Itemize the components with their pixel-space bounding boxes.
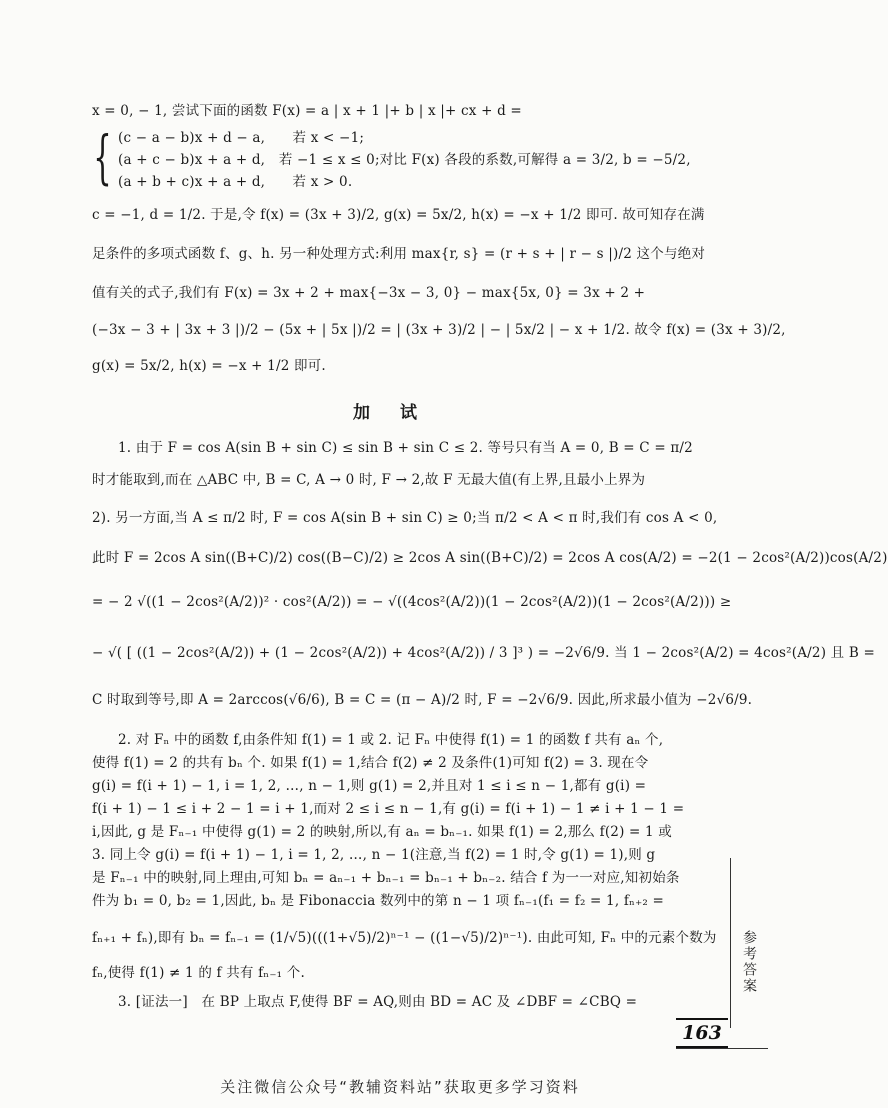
problem-2-line: 件为 b₁ = 0, b₂ = 1,因此, bₙ 是 Fibonaccia 数列中的第 n − 1 项 fₙ₋₁(f₁ = f₂ = 1, fₙ₊₂ =: [92, 893, 665, 909]
text-line: 足条件的多项式函数 f、g、h. 另一种处理方式:利用 max{r, s} = (r + s + | r − s |)/2 这个与绝对: [92, 246, 706, 262]
problem-2-line: g(i) = f(i + 1) − 1, i = 1, 2, …, n − 1,则 g(1) = 2,并且对 1 ≤ i ≤ n − 1,都有 g(i) =: [92, 778, 647, 794]
text-line: 值有关的式子,我们有 F(x) = 3x + 2 + max{−3x − 3, 0} − max{5x, 0} = 3x + 2 +: [92, 285, 646, 301]
piecewise-case: (a + b + c)x + a + d, 若 x > 0.: [118, 174, 353, 190]
text-line: x = 0, − 1, 尝试下面的函数 F(x) = a | x + 1 |+ b | x |+ cx + d =: [92, 103, 522, 119]
problem-1-line: C 时取到等号,即 A = 2arccos(√6/6), B = C = (π − A)/2 时, F = −2√6/9. 因此,所求最小值为 −2√6/9.: [92, 692, 753, 708]
piecewise-case: (c − a − b)x + d − a, 若 x < −1;: [118, 130, 365, 146]
problem-1-line: = − 2 √((1 − 2cos²(A/2))² · cos²(A/2)) = − √((4cos²(A/2))(1 − 2cos²(A/2))(1 − 2cos²(A/2))) ≥: [92, 594, 732, 610]
text-line: (−3x − 3 + | 3x + 3 |)/2 − (5x + | 5x |)/2 = | (3x + 3)/2 | − | 5x/2 | − x + 1/2. 故令 f(x) = (3x + 3)/2,: [92, 322, 786, 338]
problem-2-line: i,因此, g 是 Fₙ₋₁ 中使得 g(1) = 2 的映射,所以,有 aₙ = bₙ₋₁. 如果 f(1) = 2,那么 f(2) = 1 或: [92, 824, 673, 840]
problem-2-line: fₙ₊₁ + fₙ),即有 bₙ = fₙ₋₁ = (1/√5)(((1+√5)/2)ⁿ⁻¹ − ((1−√5)/2)ⁿ⁻¹). 由此可知, Fₙ 中的元素个数为: [92, 930, 717, 946]
section-heading: 加试: [353, 403, 447, 423]
problem-1-line: 此时 F = 2cos A sin((B+C)/2) cos((B−C)/2) ≥ 2cos A sin((B+C)/2) = 2cos A cos(A/2) = −2(1 − 2cos²(A/2))cos(A/2): [92, 550, 888, 566]
problem-1-line: 时才能取到,而在 △ABC 中, B = C, A → 0 时, F → 2,故 F 无最大值(有上界,且最小上界为: [92, 472, 646, 488]
problem-2-line: f(i + 1) − 1 ≤ i + 2 − 1 = i + 1,而对 2 ≤ i ≤ n − 1,有 g(i) = f(i + 1) − 1 ≠ i + 1 − 1 =: [92, 801, 685, 817]
problem-2-line: 是 Fₙ₋₁ 中的映射,同上理由,可知 bₙ = aₙ₋₁ + bₙ₋₁ = bₙ₋₁ + bₙ₋₂. 结合 f 为一一对应,知初始条: [92, 870, 680, 886]
problem-1-line: − √( [ ((1 − 2cos²(A/2)) + (1 − 2cos²(A/2)) + 4cos²(A/2)) / 3 ]³ ) = −2√6/9. 当 1 − 2cos²(A/2) = 4cos²(A/2) 且 B =: [92, 645, 875, 661]
page-number: 163: [676, 1018, 728, 1048]
problem-2-line: 使得 f(1) = 2 的共有 bₙ 个. 如果 f(1) = 1,结合 f(2) ≠ 2 及条件(1)可知 f(2) = 3. 现在令: [92, 755, 649, 771]
problem-2-line: fₙ,使得 f(1) ≠ 1 的 f 共有 fₙ₋₁ 个.: [92, 965, 305, 981]
problem-1-line: 1. 由于 F = cos A(sin B + sin C) ≤ sin B + sin C ≤ 2. 等号只有当 A = 0, B = C = π/2: [118, 440, 693, 456]
problem-3-line: 3. [证法一] 在 BP 上取点 F,使得 BF = AQ,则由 BD = AC 及 ∠DBF = ∠CBQ =: [118, 994, 638, 1010]
text-line: g(x) = 5x/2, h(x) = −x + 1/2 即可.: [92, 358, 326, 374]
footer-watermark: 关注微信公众号“教辅资料站”获取更多学习资料: [220, 1078, 580, 1096]
piecewise-brace: {: [93, 123, 112, 191]
problem-2-line: 2. 对 Fₙ 中的函数 f,由条件知 f(1) = 1 或 2. 记 Fₙ 中使得 f(1) = 1 的函数 f 共有 aₙ 个,: [118, 732, 664, 748]
text-line: c = −1, d = 1/2. 于是,令 f(x) = (3x + 3)/2, g(x) = 5x/2, h(x) = −x + 1/2 即可. 故可知存在满: [92, 207, 705, 223]
sidebar-label: 参考答案: [741, 930, 757, 994]
page-number-rule: [676, 1048, 768, 1049]
problem-2-line: 3. 同上令 g(i) = f(i + 1) − 1, i = 1, 2, …, n − 1(注意,当 f(2) = 1 时,令 g(1) = 1),则 g: [92, 847, 656, 863]
problem-1-line: 2). 另一方面,当 A ≤ π/2 时, F = cos A(sin B + sin C) ≥ 0;当 π/2 < A < π 时,我们有 cos A < 0,: [92, 510, 718, 526]
piecewise-case: (a + c − b)x + a + d, 若 −1 ≤ x ≤ 0;对比 F(x) 各段的系数,可解得 a = 3/2, b = −5/2,: [118, 152, 691, 168]
